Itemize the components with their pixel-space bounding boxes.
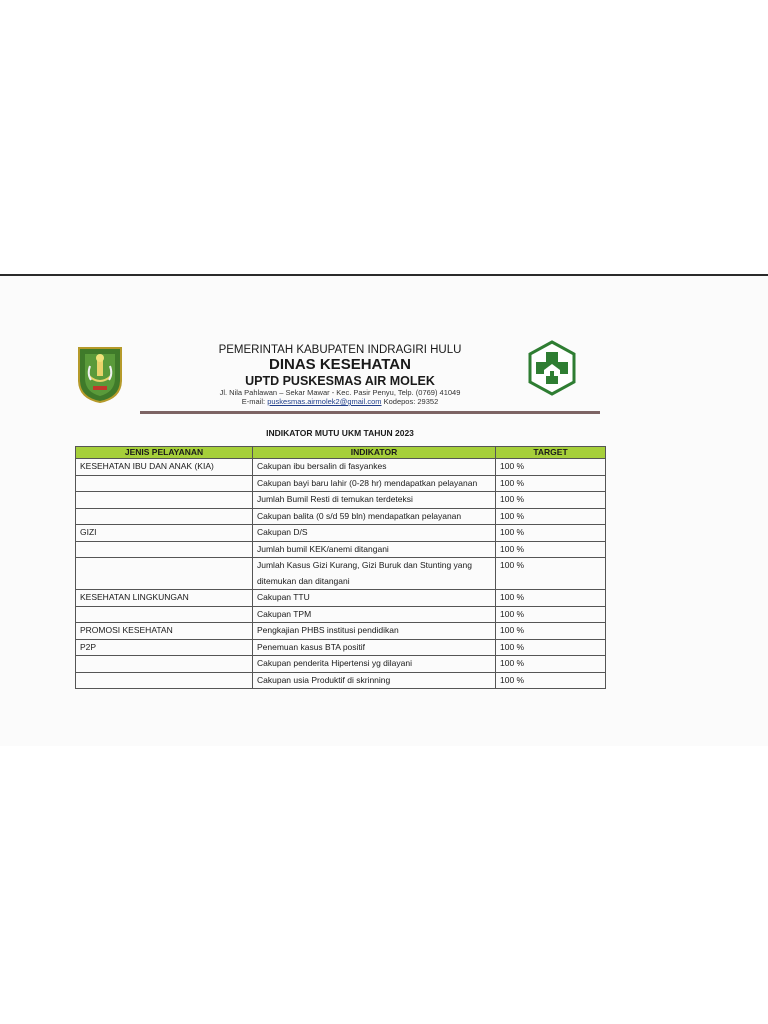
jenis-cell: PROMOSI KESEHATAN bbox=[76, 623, 253, 640]
jenis-cell bbox=[76, 558, 253, 590]
letterhead-government: PEMERINTAH KABUPATEN INDRAGIRI HULU bbox=[218, 344, 462, 356]
document-title: INDIKATOR MUTU UKM TAHUN 2023 bbox=[266, 428, 414, 438]
email-link[interactable]: puskesmas.airmolek2@gmail.com bbox=[267, 397, 382, 406]
table-row bbox=[76, 672, 606, 689]
jenis-cell bbox=[76, 672, 253, 689]
jenis-cell: P2P bbox=[76, 639, 253, 656]
header-indikator: INDIKATOR bbox=[253, 447, 496, 459]
target-cell: 100 % bbox=[496, 525, 606, 542]
jenis-cell: KESEHATAN IBU DAN ANAK (KIA) bbox=[76, 459, 253, 476]
indikator-cell: Cakupan TTU bbox=[253, 590, 496, 607]
indikator-cell: Jumlah Bumil Resti di temukan terdeteksi bbox=[253, 492, 496, 509]
indikator-cell: Cakupan balita (0 s/d 59 bln) mendapatkan pelayanan bbox=[253, 508, 496, 525]
table-header-row bbox=[76, 447, 606, 459]
jenis-cell bbox=[76, 656, 253, 673]
jenis-cell bbox=[76, 606, 253, 623]
table-row bbox=[76, 492, 606, 509]
target-cell: 100 % bbox=[496, 590, 606, 607]
indikator-cell: Cakupan ibu bersalin di fasyankes bbox=[253, 459, 496, 476]
regency-crest-icon bbox=[77, 346, 123, 404]
scan-margin-bottom bbox=[0, 746, 768, 1024]
jenis-cell: GIZI bbox=[76, 525, 253, 542]
scan-margin-top bbox=[0, 0, 768, 276]
email-label: E-mail: bbox=[241, 397, 266, 406]
table-row bbox=[76, 459, 606, 476]
table-row bbox=[76, 525, 606, 542]
jenis-cell bbox=[76, 475, 253, 492]
indikator-cell: Penemuan kasus BTA positif bbox=[253, 639, 496, 656]
table-row bbox=[76, 590, 606, 607]
target-cell: 100 % bbox=[496, 492, 606, 509]
indikator-cell: Jumlah bumil KEK/anemi ditangani bbox=[253, 541, 496, 558]
table-row bbox=[76, 475, 606, 492]
header-target: TARGET bbox=[496, 447, 606, 459]
table-row bbox=[76, 541, 606, 558]
indikator-cell: Pengkajian PHBS institusi pendidikan bbox=[253, 623, 496, 640]
table-row bbox=[76, 508, 606, 525]
target-cell: 100 % bbox=[496, 558, 606, 590]
jenis-cell bbox=[76, 541, 253, 558]
target-cell: 100 % bbox=[496, 508, 606, 525]
table-row bbox=[76, 606, 606, 623]
indikator-cell: Cakupan bayi baru lahir (0-28 hr) mendapatkan pelayanan bbox=[253, 475, 496, 492]
indicator-table bbox=[75, 446, 606, 689]
target-cell: 100 % bbox=[496, 459, 606, 476]
indikator-cell: Jumlah Kasus Gizi Kurang, Gizi Buruk dan Stunting yang ditemukan dan ditangani bbox=[253, 558, 496, 590]
jenis-cell: KESEHATAN LINGKUNGAN bbox=[76, 590, 253, 607]
indikator-cell: Cakupan D/S bbox=[253, 525, 496, 542]
letterhead-department: DINAS KESEHATAN bbox=[269, 356, 411, 373]
letterhead-unit: UPTD PUSKESMAS AIR MOLEK bbox=[245, 374, 435, 388]
target-cell: 100 % bbox=[496, 623, 606, 640]
indikator-cell: Cakupan usia Produktif di skrinning bbox=[253, 672, 496, 689]
target-cell: 100 % bbox=[496, 639, 606, 656]
jenis-cell bbox=[76, 492, 253, 509]
letterhead-address: Jl. Nila Pahlawan – Sekar Mawar - Kec. Pasir Penyu, Telp. (0769) 41049 bbox=[219, 388, 461, 397]
puskesmas-cross-icon bbox=[528, 340, 576, 396]
target-cell: 100 % bbox=[496, 606, 606, 623]
letterhead-contact bbox=[190, 397, 490, 406]
table-row bbox=[76, 656, 606, 673]
table-row bbox=[76, 623, 606, 640]
target-cell: 100 % bbox=[496, 541, 606, 558]
indikator-cell: Cakupan TPM bbox=[253, 606, 496, 623]
target-cell: 100 % bbox=[496, 475, 606, 492]
target-cell: 100 % bbox=[496, 672, 606, 689]
target-cell: 100 % bbox=[496, 656, 606, 673]
header-jenis-pelayanan: JENIS PELAYANAN bbox=[76, 447, 253, 459]
indikator-cell: Cakupan penderita Hipertensi yg dilayani bbox=[253, 656, 496, 673]
table-row bbox=[76, 558, 606, 590]
table-row bbox=[76, 639, 606, 656]
jenis-cell bbox=[76, 508, 253, 525]
letterhead-rule bbox=[140, 411, 600, 414]
postal-code: Kodepos: 29352 bbox=[383, 397, 439, 406]
